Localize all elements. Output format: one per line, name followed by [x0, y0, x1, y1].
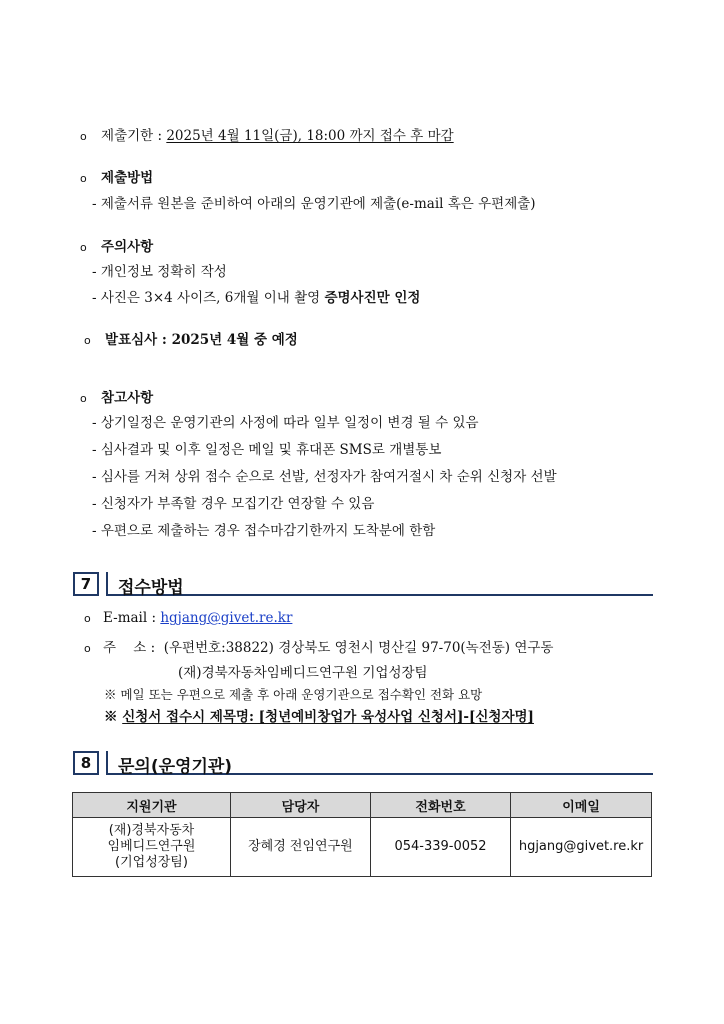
note: ※ 메일 또는 우편으로 제출 후 아래 운영기관으로 접수확인 전화 요망	[104, 687, 483, 702]
table-header: 지원기관	[73, 793, 231, 818]
method-heading	[80, 166, 153, 186]
reference-title: 참고사항	[101, 390, 154, 406]
table-header: 담당자	[230, 793, 370, 818]
bullet: o	[84, 642, 91, 655]
person-cell: 장혜경 전임연구원	[230, 818, 370, 877]
email-line	[84, 610, 292, 626]
reference-item: - 심사결과 및 이후 일정은 메일 및 휴대폰 SMS로 개별통보	[92, 442, 442, 458]
deadline-label: 제출기한 :	[101, 128, 167, 144]
caution-item: - 개인정보 정확히 작성	[92, 264, 227, 280]
bullet: o	[84, 612, 91, 625]
deadline-value: 2025년 4월 11일(금), 18:00 까지 접수 후 마감	[166, 128, 454, 144]
bullet: o	[80, 392, 87, 405]
reference-heading	[80, 386, 153, 406]
address-text-2: (재)경북자동차임베디드연구원 기업성장팀	[178, 665, 428, 681]
phone-cell: 054-339-0052	[370, 818, 510, 877]
note-title	[104, 705, 534, 725]
caution-item-text: - 사진은 3×4 사이즈, 6개월 이내 촬영	[92, 290, 325, 306]
section-header-bar	[106, 572, 653, 596]
org-line: (재)경북자동차	[108, 823, 195, 838]
method-item: - 제출서류 원본을 준비하여 아래의 운영기관에 제출(e-mail 혹은 우편제출)	[92, 196, 536, 212]
email-label: E-mail :	[103, 610, 161, 626]
org-line: 임베디드연구원	[107, 839, 196, 854]
address-line	[84, 636, 553, 656]
table-header: 전화번호	[370, 793, 510, 818]
caution-title: 주의사항	[101, 239, 154, 255]
reference-item: - 우편으로 제출하는 경우 접수마감기한까지 도착분에 한함	[92, 523, 436, 539]
bullet: o	[80, 241, 87, 254]
deadline-line	[80, 124, 454, 144]
bullet: o	[80, 130, 87, 143]
contact-table	[72, 792, 652, 877]
address-text: (우편번호:38822) 경상북도 영천시 명산길 97-70(녹전동) 연구동	[163, 640, 554, 656]
org-cell	[73, 818, 231, 877]
email-link[interactable]: hgjang@givet.re.kr	[160, 610, 293, 626]
caution-item	[92, 286, 420, 306]
section-title: 접수방법	[118, 578, 184, 598]
reference-item: - 심사를 거쳐 상위 점수 순으로 선발, 선정자가 참여거절시 차 순위 신청자 선발	[92, 469, 557, 485]
bullet: o	[84, 334, 91, 347]
note-mark: ※	[104, 709, 123, 725]
section-title: 문의(운영기관)	[118, 757, 233, 777]
bullet: o	[80, 172, 87, 185]
table-header: 이메일	[511, 793, 652, 818]
address-label: 주 소 :	[103, 640, 160, 656]
table-header-row	[73, 793, 652, 818]
section-number: 7	[73, 572, 99, 596]
announce-text: 발표심사 : 2025년 4월 중 예정	[105, 332, 298, 348]
reference-item: - 신청자가 부족할 경우 모집기간 연장할 수 있음	[92, 496, 375, 512]
section-number: 8	[73, 751, 99, 775]
email-cell: hgjang@givet.re.kr	[511, 818, 652, 877]
org-line: (기업성장팀)	[115, 855, 188, 870]
note-text: 신청서 접수시 제목명: [청년예비창업가 육성사업 신청서]-[신청자명]	[122, 709, 534, 725]
method-title: 제출방법	[101, 170, 154, 186]
caution-heading	[80, 235, 153, 255]
caution-item-emphasis: 증명사진만 인정	[324, 290, 421, 306]
reference-item: - 상기일정은 운영기관의 사정에 따라 일부 일정이 변경 될 수 있음	[92, 415, 479, 431]
table-row	[73, 818, 652, 877]
announce-line	[84, 328, 298, 348]
